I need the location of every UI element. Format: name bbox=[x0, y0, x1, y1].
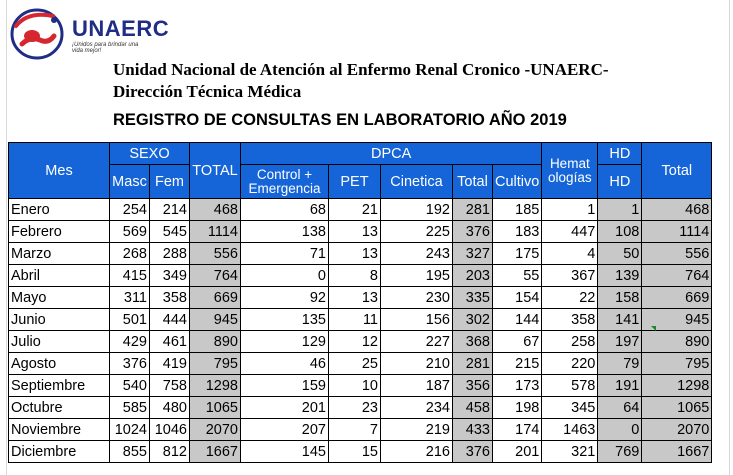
month-cell[interactable]: Octubre bbox=[9, 397, 110, 419]
value-cell[interactable]: 795 bbox=[642, 353, 712, 375]
header-hd-group: HD bbox=[598, 143, 642, 165]
value-cell[interactable]: 764 bbox=[642, 265, 712, 287]
value-cell[interactable]: 1114 bbox=[190, 221, 241, 243]
value-cell[interactable]: 158 bbox=[598, 287, 642, 309]
value-cell[interactable]: 55 bbox=[493, 265, 542, 287]
value-cell[interactable]: 214 bbox=[150, 199, 190, 221]
month-cell[interactable]: Junio bbox=[9, 309, 110, 331]
value-cell[interactable]: 480 bbox=[150, 397, 190, 419]
value-cell[interactable]: 890 bbox=[642, 331, 712, 353]
value-cell[interactable]: 945 bbox=[190, 309, 241, 331]
header-mes: Mes bbox=[9, 143, 110, 199]
value-cell[interactable]: 795 bbox=[190, 353, 241, 375]
value-cell[interactable]: 2070 bbox=[642, 419, 712, 441]
value-cell[interactable]: 215 bbox=[493, 353, 542, 375]
value-cell[interactable]: 201 bbox=[493, 441, 542, 463]
value-cell[interactable]: 429 bbox=[110, 331, 150, 353]
value-cell[interactable]: 187 bbox=[381, 375, 453, 397]
value-cell[interactable]: 764 bbox=[190, 265, 241, 287]
value-cell[interactable]: 1024 bbox=[110, 419, 150, 441]
table-row bbox=[9, 441, 712, 463]
table-row bbox=[9, 199, 712, 221]
value-cell[interactable]: 7 bbox=[329, 419, 381, 441]
value-cell[interactable]: 13 bbox=[329, 221, 381, 243]
value-cell[interactable]: 358 bbox=[150, 287, 190, 309]
value-cell[interactable]: 129 bbox=[241, 331, 329, 353]
value-cell[interactable]: 4 bbox=[542, 243, 598, 265]
value-cell[interactable]: 64 bbox=[598, 397, 642, 419]
header-sexo: SEXO bbox=[110, 143, 190, 165]
month-cell[interactable]: Abril bbox=[9, 265, 110, 287]
value-cell[interactable]: 345 bbox=[542, 397, 598, 419]
value-cell[interactable]: 230 bbox=[381, 287, 453, 309]
value-cell[interactable]: 67 bbox=[493, 331, 542, 353]
value-cell[interactable]: 281 bbox=[453, 199, 493, 221]
month-cell[interactable]: Febrero bbox=[9, 221, 110, 243]
value-cell[interactable]: 501 bbox=[110, 309, 150, 331]
cell-comment-indicator bbox=[651, 326, 656, 331]
month-cell[interactable]: Marzo bbox=[9, 243, 110, 265]
value-cell[interactable]: 1298 bbox=[642, 375, 712, 397]
logo-tagline: ¡Unidos para brindar una vida mejor! bbox=[72, 42, 139, 54]
value-cell[interactable]: 192 bbox=[381, 199, 453, 221]
consultas-table bbox=[8, 142, 712, 463]
value-cell[interactable]: 268 bbox=[110, 243, 150, 265]
value-cell[interactable]: 11 bbox=[329, 309, 381, 331]
value-cell[interactable]: 227 bbox=[381, 331, 453, 353]
value-cell[interactable]: 12 bbox=[329, 331, 381, 353]
value-cell[interactable]: 15 bbox=[329, 441, 381, 463]
table-row bbox=[9, 419, 712, 441]
value-cell[interactable]: 1667 bbox=[190, 441, 241, 463]
value-cell[interactable]: 8 bbox=[329, 265, 381, 287]
value-cell[interactable]: 669 bbox=[190, 287, 241, 309]
value-cell[interactable]: 321 bbox=[542, 441, 598, 463]
value-cell[interactable]: 145 bbox=[241, 441, 329, 463]
month-cell[interactable]: Julio bbox=[9, 331, 110, 353]
control-line1: Control + bbox=[256, 166, 313, 182]
header-cinetica: Cinetica bbox=[381, 165, 453, 199]
value-cell[interactable]: 141 bbox=[598, 309, 642, 331]
table-row bbox=[9, 331, 712, 353]
value-cell[interactable]: 461 bbox=[150, 331, 190, 353]
table-row bbox=[9, 221, 712, 243]
value-cell[interactable]: 79 bbox=[598, 353, 642, 375]
value-cell[interactable]: 92 bbox=[241, 287, 329, 309]
value-cell[interactable]: 197 bbox=[598, 331, 642, 353]
value-cell[interactable]: 458 bbox=[453, 397, 493, 419]
table-row bbox=[9, 265, 712, 287]
value-cell[interactable]: 468 bbox=[190, 199, 241, 221]
value-cell[interactable]: 281 bbox=[453, 353, 493, 375]
control-line2: Emergencia bbox=[248, 180, 321, 196]
value-cell[interactable]: 1 bbox=[542, 199, 598, 221]
value-cell[interactable]: 433 bbox=[453, 419, 493, 441]
value-cell[interactable]: 447 bbox=[542, 221, 598, 243]
department-title: Dirección Técnica Médica bbox=[113, 82, 302, 101]
value-cell[interactable]: 174 bbox=[493, 419, 542, 441]
value-cell[interactable]: 1065 bbox=[190, 397, 241, 419]
value-cell[interactable]: 758 bbox=[150, 375, 190, 397]
table-row bbox=[9, 353, 712, 375]
value-cell[interactable]: 335 bbox=[453, 287, 493, 309]
value-cell[interactable]: 812 bbox=[150, 441, 190, 463]
table-row bbox=[9, 287, 712, 309]
header-total: TOTAL bbox=[190, 143, 241, 199]
value-cell[interactable]: 201 bbox=[241, 397, 329, 419]
value-cell[interactable]: 288 bbox=[150, 243, 190, 265]
table-row bbox=[9, 243, 712, 265]
header-dpca-total: Total bbox=[453, 165, 493, 199]
value-cell[interactable]: 569 bbox=[110, 221, 150, 243]
value-cell[interactable]: 254 bbox=[110, 199, 150, 221]
value-cell[interactable]: 415 bbox=[110, 265, 150, 287]
value-cell[interactable]: 1065 bbox=[642, 397, 712, 419]
value-cell[interactable]: 1298 bbox=[190, 375, 241, 397]
table-row bbox=[9, 397, 712, 419]
header-pet: PET bbox=[329, 165, 381, 199]
value-cell[interactable]: 358 bbox=[542, 309, 598, 331]
header-hd: HD bbox=[598, 165, 642, 199]
value-cell[interactable]: 376 bbox=[453, 221, 493, 243]
value-cell[interactable]: 556 bbox=[642, 243, 712, 265]
value-cell[interactable]: 540 bbox=[110, 375, 150, 397]
report-title: REGISTRO DE CONSULTAS EN LABORATORIO AÑO 2019 bbox=[113, 111, 567, 129]
header-total-final: Total bbox=[642, 143, 712, 199]
value-cell[interactable]: 207 bbox=[241, 419, 329, 441]
value-cell[interactable]: 198 bbox=[493, 397, 542, 419]
month-cell[interactable]: Agosto bbox=[9, 353, 110, 375]
value-cell[interactable]: 234 bbox=[381, 397, 453, 419]
value-cell[interactable]: 23 bbox=[329, 397, 381, 419]
value-cell[interactable]: 1114 bbox=[642, 221, 712, 243]
value-cell[interactable]: 13 bbox=[329, 287, 381, 309]
value-cell[interactable]: 203 bbox=[453, 265, 493, 287]
month-cell[interactable]: Diciembre bbox=[9, 441, 110, 463]
month-cell[interactable]: Noviembre bbox=[9, 419, 110, 441]
value-cell[interactable]: 71 bbox=[241, 243, 329, 265]
value-cell[interactable]: 210 bbox=[381, 353, 453, 375]
value-cell[interactable]: 68 bbox=[241, 199, 329, 221]
value-cell[interactable]: 21 bbox=[329, 199, 381, 221]
value-cell[interactable]: 585 bbox=[110, 397, 150, 419]
value-cell[interactable]: 311 bbox=[110, 287, 150, 309]
value-cell[interactable]: 945 bbox=[642, 309, 712, 331]
value-cell[interactable]: 22 bbox=[542, 287, 598, 309]
value-cell[interactable]: 1667 bbox=[642, 441, 712, 463]
value-cell[interactable]: 444 bbox=[150, 309, 190, 331]
value-cell[interactable]: 108 bbox=[598, 221, 642, 243]
hemat-line1: Hemat bbox=[549, 155, 590, 171]
value-cell[interactable]: 890 bbox=[190, 331, 241, 353]
value-cell[interactable]: 138 bbox=[241, 221, 329, 243]
value-cell[interactable]: 1046 bbox=[150, 419, 190, 441]
value-cell[interactable]: 419 bbox=[150, 353, 190, 375]
value-cell[interactable]: 368 bbox=[453, 331, 493, 353]
value-cell[interactable]: 302 bbox=[453, 309, 493, 331]
value-cell[interactable]: 1463 bbox=[542, 419, 598, 441]
kidney-logo-icon bbox=[8, 6, 68, 62]
value-cell[interactable]: 769 bbox=[598, 441, 642, 463]
value-cell[interactable]: 175 bbox=[493, 243, 542, 265]
sheet-gridline bbox=[729, 0, 730, 475]
hemat-line2: ologías bbox=[548, 169, 592, 185]
value-cell[interactable]: 225 bbox=[381, 221, 453, 243]
value-cell[interactable]: 159 bbox=[241, 375, 329, 397]
logo-name: UNAERC bbox=[72, 16, 170, 41]
value-cell[interactable]: 219 bbox=[381, 419, 453, 441]
value-cell[interactable]: 468 bbox=[642, 199, 712, 221]
value-cell[interactable]: 154 bbox=[493, 287, 542, 309]
value-cell[interactable]: 578 bbox=[542, 375, 598, 397]
value-cell[interactable]: 185 bbox=[493, 199, 542, 221]
header-fem: Fem bbox=[150, 165, 190, 199]
unaerc-logo bbox=[8, 6, 170, 62]
month-cell[interactable]: Enero bbox=[9, 199, 110, 221]
value-cell[interactable]: 258 bbox=[542, 331, 598, 353]
value-cell[interactable]: 46 bbox=[241, 353, 329, 375]
value-cell[interactable]: 327 bbox=[453, 243, 493, 265]
month-cell[interactable]: Mayo bbox=[9, 287, 110, 309]
header-dpca: DPCA bbox=[241, 143, 542, 165]
header-control-emergencia bbox=[241, 165, 329, 199]
sheet-gridline bbox=[6, 0, 7, 475]
value-cell[interactable]: 243 bbox=[381, 243, 453, 265]
value-cell[interactable]: 191 bbox=[598, 375, 642, 397]
value-cell[interactable]: 183 bbox=[493, 221, 542, 243]
value-cell[interactable]: 144 bbox=[493, 309, 542, 331]
value-cell[interactable]: 855 bbox=[110, 441, 150, 463]
value-cell[interactable]: 0 bbox=[241, 265, 329, 287]
header-hematologias bbox=[542, 143, 598, 199]
value-cell[interactable]: 195 bbox=[381, 265, 453, 287]
org-title: Unidad Nacional de Atención al Enfermo Renal Cronico -UNAERC- bbox=[113, 60, 609, 79]
value-cell[interactable]: 220 bbox=[542, 353, 598, 375]
value-cell[interactable]: 156 bbox=[381, 309, 453, 331]
value-cell[interactable]: 139 bbox=[598, 265, 642, 287]
table-row bbox=[9, 309, 712, 331]
value-cell[interactable]: 1 bbox=[598, 199, 642, 221]
value-cell[interactable]: 173 bbox=[493, 375, 542, 397]
value-cell[interactable]: 349 bbox=[150, 265, 190, 287]
value-cell[interactable]: 356 bbox=[453, 375, 493, 397]
value-cell[interactable]: 376 bbox=[453, 441, 493, 463]
value-cell[interactable]: 25 bbox=[329, 353, 381, 375]
value-cell[interactable]: 10 bbox=[329, 375, 381, 397]
value-cell[interactable]: 13 bbox=[329, 243, 381, 265]
value-cell[interactable]: 216 bbox=[381, 441, 453, 463]
value-cell[interactable]: 556 bbox=[190, 243, 241, 265]
value-cell[interactable]: 2070 bbox=[190, 419, 241, 441]
table-row bbox=[9, 375, 712, 397]
value-cell[interactable]: 135 bbox=[241, 309, 329, 331]
header-masc: Masc bbox=[110, 165, 150, 199]
value-cell[interactable]: 545 bbox=[150, 221, 190, 243]
value-cell[interactable]: 376 bbox=[110, 353, 150, 375]
value-cell[interactable]: 367 bbox=[542, 265, 598, 287]
value-cell[interactable]: 669 bbox=[642, 287, 712, 309]
header-cultivo: Cultivo bbox=[493, 165, 542, 199]
value-cell[interactable]: 0 bbox=[598, 419, 642, 441]
month-cell[interactable]: Septiembre bbox=[9, 375, 110, 397]
value-cell[interactable]: 50 bbox=[598, 243, 642, 265]
